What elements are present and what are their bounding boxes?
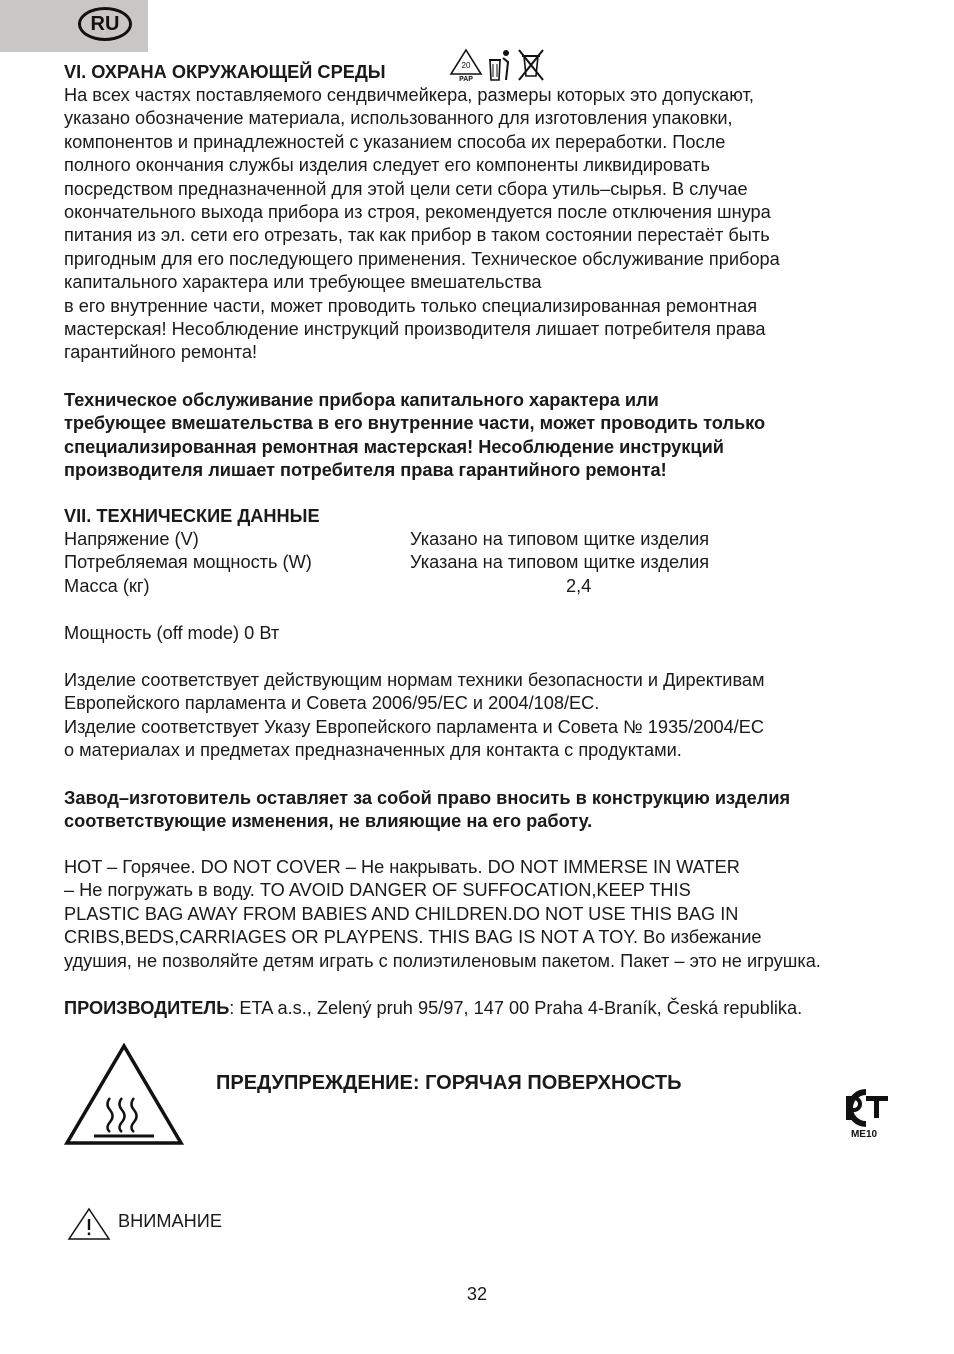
paragraph-line: мастерская! Несоблюдение инструкций производителя лишает потребителя права (64, 319, 766, 340)
bag-warnings (64, 856, 924, 973)
language-badge: RU (78, 7, 132, 41)
compliance-line: Изделие соответствует Указу Европейского парламента и Совета № 1935/2004/EC (64, 716, 765, 737)
caution-triangle-icon (67, 1207, 111, 1241)
language-tab (0, 0, 148, 52)
notice-line: производителя лишает потребителя права гарантийного ремонта! (64, 460, 667, 481)
spec-row (64, 551, 710, 574)
page-number: 32 (466, 1284, 488, 1304)
notice-line: требующее вмешательства в его внутренние части, может проводить только (64, 413, 766, 434)
paragraph-line: указано обозначение материала, использованного для изготовления упаковки, (64, 108, 733, 129)
warning-line: PLASTIC BAG AWAY FROM BABIES AND CHILDREN.DO NOT USE THIS BAG IN (64, 903, 739, 924)
paragraph-line: капитального характера или требующее вмешательства (64, 272, 542, 293)
producer-text: : ETA a.s., Zelený pruh 95/97, 147 00 Praha 4-Braník, Česká republika. (229, 998, 803, 1018)
spec-row (64, 575, 592, 598)
warning-line: – Не погружать в воду. TO AVOID DANGER OF SUFFOCATION,KEEP THIS (64, 880, 691, 901)
paragraph-line: в его внутренние части, может проводить только специализированная ремонтная (64, 295, 758, 316)
recycle-bin-icon (486, 48, 514, 82)
paragraph-line: посредством предназначенной для этой цели сети сбора утиль–сырья. В случае (64, 178, 748, 199)
spec-value: 2,4 (566, 575, 592, 596)
hot-surface-title: ПРЕДУПРЕЖДЕНИЕ: ГОРЯЧАЯ ПОВЕРХНОСТЬ (216, 1072, 682, 1094)
section-7-title: VII. ТЕХНИЧЕСКИЕ ДАННЫЕ (64, 506, 320, 526)
spec-value: Указано на типовом щитке изделия (410, 529, 710, 549)
specs-table (64, 528, 710, 598)
notice-line: специализированная ремонтная мастерская! Несоблюдение инструкций (64, 436, 724, 457)
paragraph-line: гарантийного ремонта! (64, 342, 258, 363)
warning-line: HOT – Горячее. DO NOT COVER – Не накрывать. DO NOT IMMERSE IN WATER (64, 857, 740, 877)
warning-line: CRIBS,BEDS,CARRIAGES OR PLAYPENS. THIS BAG IS NOT A TOY. Во избежание (64, 927, 762, 948)
pap-label: PAP (459, 76, 473, 82)
paragraph-line: полного окончания службы изделия следует его компоненты ликвидировать (64, 155, 710, 176)
spec-value: Указана на типовом щитке изделия (410, 552, 710, 573)
off-mode-power: Мощность (off mode) 0 Вт (64, 623, 280, 643)
compliance-line: Изделие соответствует действующим нормам техники безопасности и Директивам (64, 670, 765, 690)
paragraph-line: окончательного выхода прибора из строя, рекомендуется после отключения шнура (64, 202, 771, 223)
environment-icons (448, 46, 546, 82)
compliance-line: о материалах и предметах предназначенных для контакта с продуктами. (64, 740, 682, 761)
spec-row (64, 528, 710, 551)
paragraph-line: На всех частях поставляемого сендвичмейкера, размеры которых это допускают, (64, 85, 754, 105)
producer-info (64, 997, 802, 1020)
paragraph-line: пригодным для его последующего применения. Техническое обслуживание прибора (64, 248, 780, 269)
manufacturer-note (64, 787, 924, 834)
section-6-paragraph (64, 84, 924, 365)
recycling-pap-20-icon (448, 48, 484, 82)
service-notice (64, 389, 924, 483)
crossed-out-bin-icon (516, 48, 546, 82)
attention-label: ВНИМАНИЕ (118, 1211, 222, 1231)
notice-line: Техническое обслуживание прибора капитального характера или (64, 390, 659, 410)
spec-label: Потребляемая мощность (W) (64, 552, 312, 573)
manufacturer-note-line: Завод–изготовитель оставляет за собой право вносить в конструкцию изделия (64, 788, 791, 808)
spec-label: Напряжение (V) (64, 529, 199, 549)
section-6-title: VI. ОХРАНА ОКРУЖАЮЩЕЙ СРЕДЫ (64, 62, 386, 82)
manufacturer-note-line: соответствующие изменения, не влияющие на его работу. (64, 811, 593, 832)
hot-surface-warning-icon (64, 1043, 184, 1147)
rst-certification-icon (840, 1088, 890, 1140)
spec-label: Масса (кг) (64, 575, 150, 596)
compliance-text (64, 669, 924, 763)
warning-line: удушия, не позволяйте детям играть с полиэтиленовым пакетом. Пакет – это не игрушка. (64, 950, 821, 971)
certification-code: ME10 (850, 1129, 878, 1140)
producer-label: ПРОИЗВОДИТЕЛЬ (64, 998, 230, 1018)
compliance-line: Европейского парламента и Совета 2006/95/EC и 2004/108/EC. (64, 693, 600, 714)
pap-number: 20 (461, 61, 471, 70)
paragraph-line: питания из эл. сети его отрезать, так как прибор в таком состоянии перестаёт быть (64, 225, 770, 246)
paragraph-line: компонентов и принадлежностей с указанием способа их переработки. После (64, 131, 726, 152)
